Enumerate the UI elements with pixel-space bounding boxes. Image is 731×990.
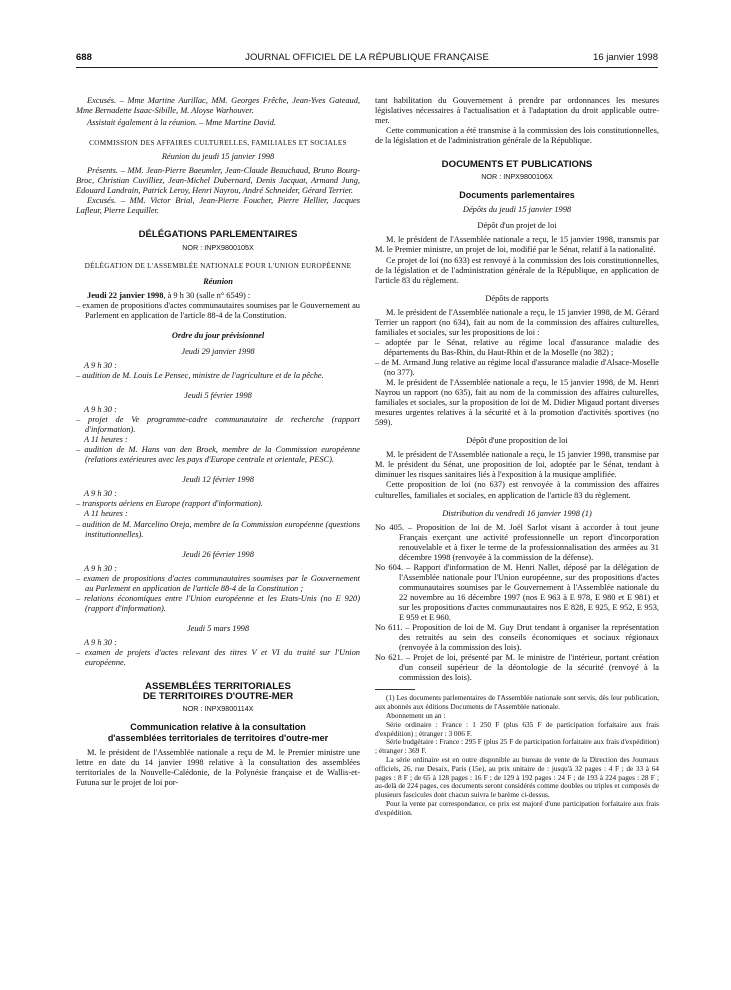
documents-parlementaires-title: Documents parlementaires [459,190,575,201]
paragraph: M. le président de l'Assemblée nationale a reçu, le 15 janvier 1998, transmis par M. le Premier ministre, un projet de loi, modifié par le Sénat, relatif à la nationalité. [375,235,659,255]
communication-transmission: Cette communication a été transmise à la commission des lois constitutionnelles, de la législation et de l'administration générale de la République. [375,126,659,146]
section-title-delegations: DÉLÉGATIONS PARLEMENTAIRES [138,229,298,241]
issue-date: 16 janvier 1998 [593,52,658,63]
subsection-title: Dépôt d'une proposition de loi [466,436,568,446]
reunion-date: Réunion du jeudi 15 janvier 1998 [161,152,275,162]
agenda-item: – projet de Ve programme-cadre communautaire de recherche (rapport d'information). [76,415,360,435]
page-number: 688 [76,52,92,63]
ordre-title: Ordre du jour prévisionnel [171,330,265,340]
page-header [76,50,658,66]
distribution-title: Distribution du vendredi 16 janvier 1998 (1) [442,508,592,518]
right-column [375,96,659,818]
communication-continuation: tant habilitation du Gouvernement à prendre par ordonnances les mesures législatives nécessaires à l'actualisation et à l'adaptation du droit applicable outre-mer. [375,96,659,126]
agenda-item: – examen de projets d'actes relevant des titres V et VI du traité sur l'Union européenne. [76,647,360,668]
document-entry: No 405. – Proposition de loi de M. Joël Sarlot visant à accorder à tout jeune Français exerçant une activité professionnelle un report d'incorporation renouvelable et à fixer le terme de la professionnalisation des armées au 31 décembre 1998 (renvoyée à la commission de la défense). [375,522,659,562]
agenda-item: – transports aériens en Europe (rapport d'information). [76,499,263,509]
section-title-assemblees: ASSEMBLÉES TERRITORIALES [145,681,291,693]
agenda-item: – audition de M. Louis Le Pensec, ministre de l'agriculture et de la pêche. [76,370,324,380]
agenda-time: A 11 heures : [84,435,128,445]
agenda-item: – relations économiques entre l'Union européenne et les Etats-Unis (no E 920) (rapport d'information). [76,593,360,613]
journal-title: JOURNAL OFFICIEL DE LA RÉPUBLIQUE FRANÇAISE [245,52,489,63]
agenda-time: A 9 h 30 : [84,489,117,499]
paragraph: Cette proposition de loi (no 637) est renvoyée à la commission des affaires culturelles, familiales et sociales, en application de l'article 83 du règlement. [375,480,659,500]
subsection-title: Dépôt d'un projet de loi [477,221,557,231]
document-entry: No 604. – Rapport d'information de M. Henri Nallet, déposé par la délégation de l'Assemblée nationale pour l'Union européenne, sur des propositions d'actes communautaires soumises par le Gouvernement à l'Assemblée nationale du 22 novembre au 16 décembre 1997 (nos E 963 à E 978, E 980 et E 981) et sur les propositions d'actes communautaires nos E 828, E 925, E 952, E 953, E 959 et E 960. [375,562,659,623]
agenda-time: A 9 h 30 : [84,637,117,647]
agenda-date: Jeudi 5 février 1998 [184,390,252,400]
communication-title: Communication relative à la consultation [130,722,306,733]
nor-reference: NOR : INPX9800114X [182,704,254,714]
agenda-date: Jeudi 29 janvier 1998 [181,346,255,356]
footnote: Pour la vente par correspondance, ce prix est majoré d'une participation forfaitaire aux frais d'expédition. [375,798,659,817]
nor-reference: NOR : INPX9800105X [182,242,254,252]
meeting-date: Jeudi 22 janvier 1998 [87,290,164,300]
agenda-date: Jeudi 12 février 1998 [182,475,254,485]
footnote: Série budgétaire : France : 295 F (plus 25 F de participation forfaitaire aux frais d'expédition) ; étranger : 369 F. [375,737,659,756]
footnote-rule [375,689,415,690]
list-item: – adoptée par le Sénat, relative au régime local d'assurance maladie des départements du Bas-Rhin, du Haut-Rhin et de la Moselle (no 382) ; [375,337,659,357]
agenda-date: Jeudi 26 février 1998 [182,549,254,559]
document-entry: No 621. – Projet de loi, présenté par M. le ministre de l'intérieur, portant création d'un conseil supérieur de la déontologie de la sécurité (renvoyé à la commission des lois). [375,653,659,683]
agenda-item: – audition de M. Marcelino Oreja, membre de la Commission européenne (questions institutionnelles). [76,519,360,539]
agenda-time: A 9 h 30 : [84,405,117,415]
footnote: Abonnement un an : [386,710,446,720]
header-rule [76,67,658,68]
agenda-item: – audition de M. Hans van den Broek, membre de la Commission européenne (relations extérieures avec les pays d'Europe centrale et orientale, PESC). [76,445,360,465]
paragraph: M. le président de l'Assemblée nationale a reçu, le 15 janvier 1998, de M. Gérard Terrier un rapport (no 634), fait au nom de la commission des affaires culturelles, familiales et sociales, sur les propositions de loi : [375,307,659,337]
agenda-item: – examen de propositions d'actes communautaires soumises par le Gouvernement au Parlement en application de l'article 88-4 de la Constitution. [76,300,360,320]
footnote: La série ordinaire est en outre disponible au bureau de vente de la Direction des Journaux officiels, 26, rue Desaix, Paris (15e), au prix unitaire de : jusqu'à 32 pages : 4 F ; de 33 à 64 pages : 8 F ; de 65 à 128 pages : 16 F ; de 129 à 192 pages : 24 F ; de 193 à 224 pages : 28 F ; au-delà de 224 pages, ces documents seront considérés comme doubles ou triples et composés de plusieurs fascicules dont chacun suivra le barème ci-dessus. [375,754,659,800]
nor-reference: NOR : INPX9800106X [481,172,553,182]
paragraph: M. le président de l'Assemblée nationale a reçu, le 15 janvier 1998, transmise par M. le président du Sénat, une proposition de loi, adoptée par le Sénat, tendant à diminuer les risques sanitaires liés à l'exposition à la musique amplifiée. [375,450,659,480]
depots-date: Dépôts du jeudi 15 janvier 1998 [462,205,572,215]
communication-paragraph: M. le président de l'Assemblée nationale a reçu de M. le Premier ministre une lettre en date du 14 janvier 1998 relative à la consultation des assemblées territoriales de la Nouvelle-Calédonie, de la Polynésie française et de Wallis-et-Futuna sur le projet de loi por- [76,748,360,788]
agenda-time: A 9 h 30 : [84,360,117,370]
agenda-time: A 11 heures : [84,509,128,519]
footnote: Série ordinaire : France : 1 250 F (plus 635 F de participation forfaitaire aux frais d'expédition) ; étranger : 3 006 F. [375,719,659,738]
presents-paragraph: Présents. – MM. Jean-Pierre Baeumler, Jean-Claude Beauchaud, Bruno Bourg-Broc, Christian Cuvilliez, Jean-Michel Dubernard, Denis Jacquat, Armand Jung, Edouard Landrain, Patrick Leroy, Henri Nayrou, André Schneider, Gérard Terrier. [76,166,360,196]
assistait-paragraph: Assistait également à la réunion. – Mme Martine David. [87,118,276,128]
paragraph: M. le président de l'Assemblée nationale a reçu, le 15 janvier 1998, de M. Henri Nayrou un rapport (no 635), fait au nom de la commission des affaires culturelles, familiales et sociales, sur la proposition de loi de M. Didier Migaud portant diverses mesures urgentes relatives à la sécurité et à la promotion d'activités sportives (no 599). [375,378,659,428]
reunion-label: Réunion [203,276,233,286]
communication-title-2: d'assemblées territoriales de territoires d'outre-mer [107,733,329,744]
section-title-assemblees-2: DE TERRITOIRES D'OUTRE-MER [142,691,294,703]
subsection-title: Dépôts de rapports [485,293,549,303]
agenda-item: – examen de propositions d'actes communautaires soumises par le Gouvernement au Parlement en application de l'article 88-4 de la Constitution ; [76,573,360,593]
left-column [76,96,360,788]
footnote: (1) Les documents parlementaires de l'Assemblée nationale sont servis, dès leur publication, aux abonnés aux éditions Documents de l'Assemblée nationale. [375,693,659,712]
agenda-time: A 9 h 30 : [84,563,117,573]
section-title-documents: DOCUMENTS ET PUBLICATIONS [441,159,593,171]
document-entry: No 611. – Proposition de loi de M. Guy Drut tendant à organiser la représentation des retraités au sein des conseils économiques et sociaux régionaux (renvoyée à la commission des lois). [375,623,659,653]
meeting-time: , à 9 h 30 (salle n° 6549) : [163,290,251,300]
delegation-subtitle: DÉLÉGATION DE L'ASSEMBLÉE NATIONALE POUR L'UNION EUROPÉENNE [84,261,352,270]
commission-title: COMMISSION DES AFFAIRES CULTURELLES, FAMILIALES ET SOCIALES [89,139,347,148]
excuses-paragraph-2: Excusés. – MM. Victor Brial, Jean-Pierre Foucher, Pierre Hellier, Jacques Lafleur, Pierre Lequiller. [76,196,360,216]
agenda-date: Jeudi 5 mars 1998 [186,623,250,633]
paragraph: Ce projet de loi (no 633) est renvoyé à la commission des lois constitutionnelles, de la législation et de l'administration générale de la République, en application de l'article 83 du règlement. [375,255,659,285]
list-item: – de M. Armand Jung relative au régime local d'assurance maladie d'Alsace-Moselle (no 377). [375,357,659,377]
excuses-paragraph: Excusés. – Mme Martine Aurillac, MM. Georges Frêche, Jean-Yves Gateaud, Mme Bernadette Isaac-Sibille, M. Aloyse Warhouver. [76,96,360,116]
